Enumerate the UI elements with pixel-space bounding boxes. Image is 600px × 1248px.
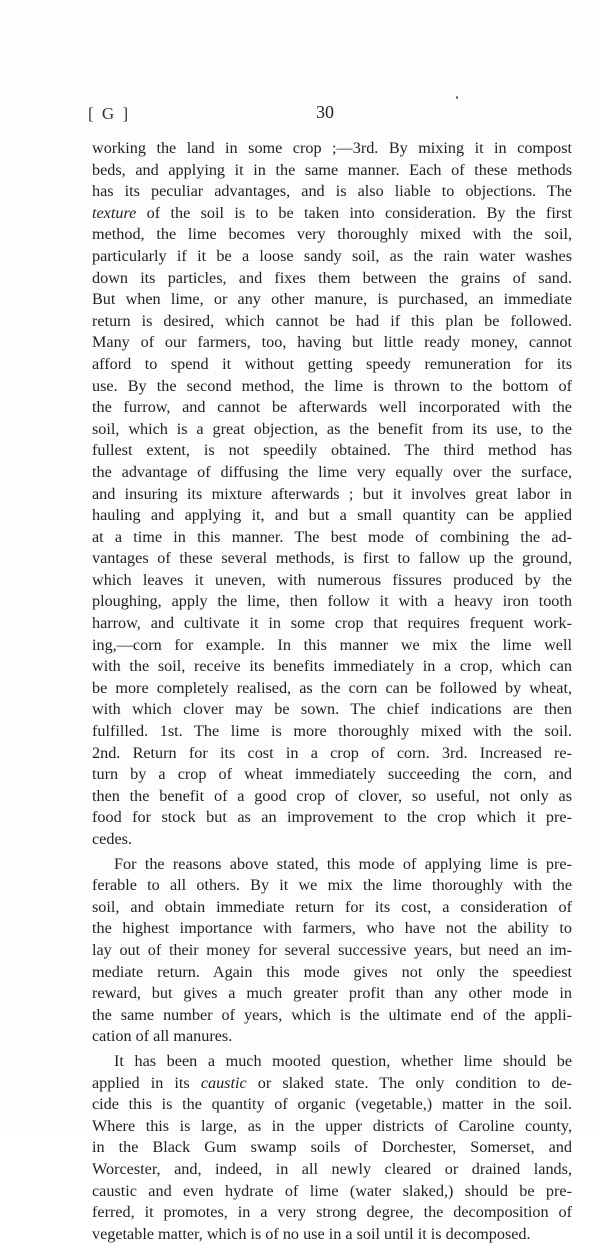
text-line: lay out of their money for several successive years, but need an im- xyxy=(92,940,572,959)
text-line: ferred, it promotes, in a very strong degree, the decomposition of xyxy=(92,1203,572,1222)
text-line: down its particles, and fixes them between the grains of sand. xyxy=(92,268,572,287)
text-line: with which clover may be sown. The chief indications are then xyxy=(92,700,572,719)
text-line: with the soil, receive its benefits immediately in a crop, which can xyxy=(92,657,572,676)
text-line: method, the lime becomes very thoroughly mixed with the soil, xyxy=(92,225,572,244)
text-line: cedes. xyxy=(92,830,132,848)
text-line: mediate return. Again this mode gives not only the speediest xyxy=(92,962,572,981)
text-line: and insuring its mixture afterwards ; but it involves great labor in xyxy=(92,484,572,503)
text-line: Where this is large, as in the upper districts of Caroline county, xyxy=(92,1116,572,1135)
text-line: the same number of years, which is the ultimate end of the appli- xyxy=(92,1005,572,1024)
text-line: fulfilled. 1st. The lime is more thoroughly mixed with the soil. xyxy=(92,722,572,741)
text-line: caustic and even hydrate of lime (water slaked,) should be pre- xyxy=(92,1181,572,1200)
text-line: beds, and applying it in the same manner. Each of these methods xyxy=(92,160,572,179)
text-line: texture of the soil is to be taken into consideration. By the first xyxy=(92,203,572,222)
text-line: use. By the second method, the lime is thrown to the bottom of xyxy=(92,376,572,395)
text-line: vegetable matter, which is of no use in a soil until it is decomposed. xyxy=(92,1224,531,1243)
text-line: fullest extent, is not speedily obtained. The third method has xyxy=(92,441,572,460)
signature-mark: [ G ] xyxy=(88,104,131,123)
page-number: 30 xyxy=(316,102,334,122)
text-line: 2nd. Return for its cost in a crop of corn. 3rd. Increased re- xyxy=(92,743,572,762)
text-line: Worcester, and, indeed, in all newly cleared or drained lands, xyxy=(92,1159,572,1178)
paragraph-lime-methods xyxy=(92,138,572,851)
text-line: then the benefit of a good crop of clover, so useful, not only as xyxy=(92,786,572,805)
text-line: return is desired, which cannot be had if this plan be followed. xyxy=(92,311,572,330)
text-line: But when lime, or any other manure, is purchased, an immediate xyxy=(92,290,572,309)
text-line: afford to spend it without getting speedy remuneration for its xyxy=(92,354,572,373)
text-line: working the land in some crop ;—3rd. By mixing it in compost xyxy=(92,139,572,157)
text-line: ferable to all others. By it we mix the lime thoroughly with the xyxy=(92,876,572,895)
text-line: be more completely realised, as the corn can be followed by wheat, xyxy=(92,678,572,697)
text-line: the highest importance with farmers, who have not the ability to xyxy=(92,919,572,938)
text-line: cide this is the quantity of organic (vegetable,) matter in the soil. xyxy=(92,1095,572,1114)
body-text xyxy=(92,138,572,1248)
text-line: soil, and obtain immediate return for its cost, a consideration of xyxy=(92,897,572,916)
text-line: has its peculiar advantages, and is also liable to objections. The xyxy=(92,182,572,201)
text-line: applied in its caustic or slaked state. The only condition to de- xyxy=(92,1073,573,1092)
paragraph-preferred-mode xyxy=(92,854,572,1048)
text-line: ing,—corn for example. In this manner we mix the lime well xyxy=(92,635,572,654)
text-line: the furrow, and cannot be afterwards well incorporated with the xyxy=(92,398,572,417)
text-line: It has been a much mooted question, whether lime should be xyxy=(114,1051,572,1070)
paragraph-caustic-question xyxy=(92,1051,572,1245)
text-line: food for stock but as an improvement to the crop which it pre- xyxy=(92,808,572,827)
ink-speck xyxy=(456,96,458,99)
text-line: turn by a crop of wheat immediately succeeding the corn, and xyxy=(92,765,572,784)
text-line: at a time in this manner. The best mode of combining the ad- xyxy=(92,527,572,546)
text-line: which leaves it uneven, with numerous fissures produced by the xyxy=(92,570,572,589)
text-line: in the Black Gum swamp soils of Dorchester, Somerset, and xyxy=(92,1138,572,1157)
text-line: soil, which is a great objection, as the benefit from its use, to the xyxy=(92,419,572,438)
text-line: reward, but gives a much greater profit than any other mode in xyxy=(92,984,572,1003)
text-line: the advantage of diffusing the lime very equally over the surface, xyxy=(92,462,572,481)
text-line: harrow, and cultivate it in some crop that requires frequent work- xyxy=(92,614,572,633)
text-line: vantages of these several methods, is first to fallow up the ground, xyxy=(92,549,572,568)
text-line: particularly if it be a loose sandy soil, as the rain water washes xyxy=(92,246,572,265)
text-line: For the reasons above stated, this mode of applying lime is pre- xyxy=(114,854,572,873)
text-line: Many of our farmers, too, having but little ready money, cannot xyxy=(92,333,572,352)
text-line: cation of all manures. xyxy=(92,1027,233,1046)
text-line: ploughing, apply the lime, then follow it with a heavy iron tooth xyxy=(92,592,572,611)
text-line: hauling and applying it, and but a small quantity can be applied xyxy=(92,506,572,525)
